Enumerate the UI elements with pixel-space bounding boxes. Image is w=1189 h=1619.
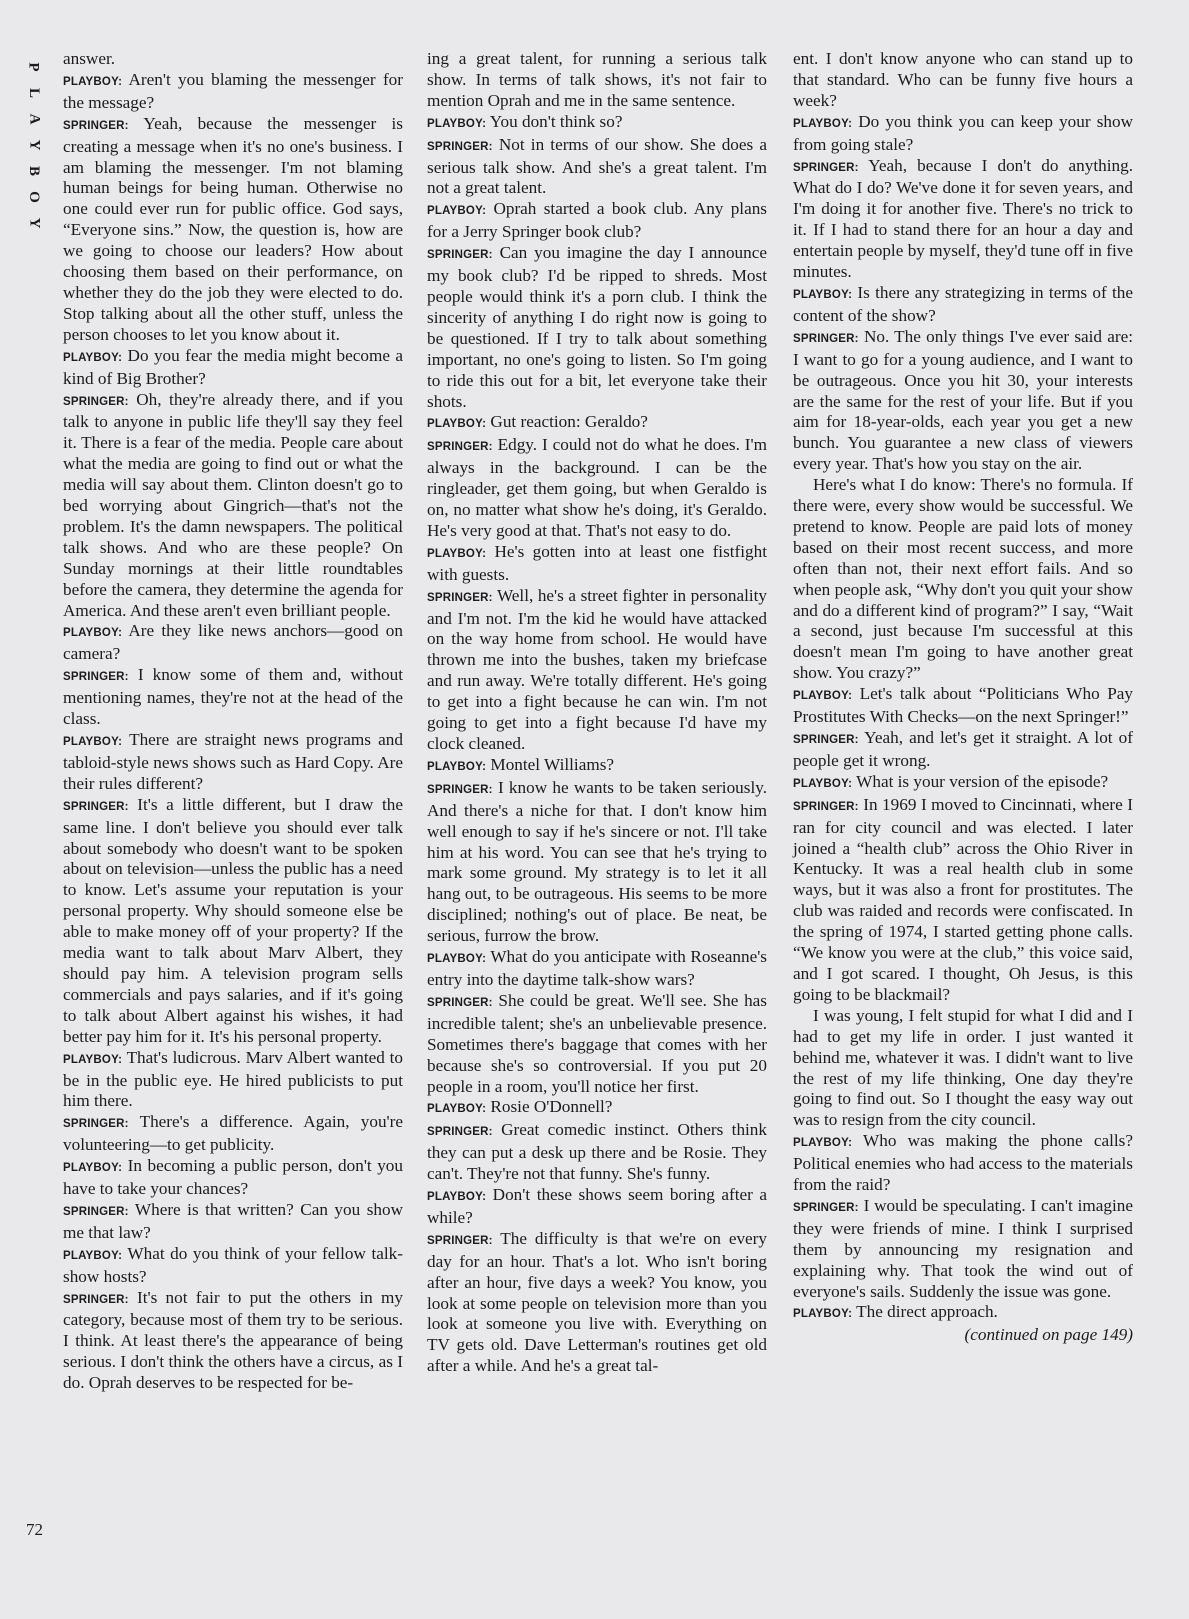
paragraph-text: Rosie O'Donnell? <box>490 1097 613 1117</box>
paragraph-text: Oprah started a book club. Any plans for a Jerry Springer book club? <box>427 199 767 242</box>
interview-paragraph <box>793 1131 1133 1196</box>
speaker-label: SPRINGER: <box>63 671 129 684</box>
interview-paragraph <box>427 1097 767 1120</box>
paragraph-text: He's gotten into at least one fistfight with guests. <box>427 541 768 584</box>
interview-paragraph <box>793 475 1133 684</box>
speaker-label: PLAYBOY: <box>427 1103 487 1116</box>
speaker-label: SPRINGER: <box>63 1293 129 1306</box>
paragraph-text: No. The only things I've ever said are: I want to go for a young audience, and I want to be outrageous. Once you hit 30, your interests are the same for the rest of your life. But if you aim for 18-year-olds, each year you get a new bunch. You guarantee a new class of viewers every year. That's how you stay on the air. <box>793 326 1133 474</box>
interview-paragraph <box>63 1112 403 1156</box>
speaker-label: PLAYBOY: <box>63 1162 123 1175</box>
paragraph-text: In becoming a public person, don't you have to take your chances? <box>63 1156 403 1199</box>
paragraph-text: Are they like news anchors—good on camera? <box>63 621 403 664</box>
paragraph-text: There's a difference. Again, you're volunteering—to get publicity. <box>63 1112 403 1155</box>
speaker-label: PLAYBOY: <box>427 205 487 218</box>
interview-paragraph <box>793 156 1133 283</box>
speaker-label: SPRINGER: <box>427 1126 493 1139</box>
paragraph-text: I would be speculating. I can't imagine they were friends of mine. I think I surprised them by announcing my resignation and explaining why. That took the wind out of everyone's sails. Suddenly the issue was gone. <box>793 1195 1133 1301</box>
speaker-label: PLAYBOY: <box>427 117 487 130</box>
paragraph-text: answer. <box>63 49 116 68</box>
paragraph-text: Let's talk about “Politicians Who Pay Prostitutes With Checks—on the next Springer!” <box>793 684 1133 727</box>
interview-paragraph <box>427 778 767 947</box>
interview-paragraph <box>793 1006 1133 1131</box>
paragraph-text: ing a great talent, for running a serious talk show. In terms of talk shows, it's not fair to mention Oprah and me in the same sentence. <box>427 49 767 110</box>
interview-paragraph <box>427 542 767 586</box>
paragraph-text: Yeah, because I don't do anything. What do I do? We've done it for seven years, and I'm doing it for another five. There's no trick to it. If I had to stand there for an hour a day and entertain people by myself, they'd tune off in five minutes. <box>793 155 1133 282</box>
interview-paragraph <box>427 991 767 1098</box>
speaker-label: SPRINGER: <box>793 332 859 345</box>
interview-paragraph <box>427 947 767 991</box>
logo-letter: Y <box>26 217 42 229</box>
speaker-label: SPRINGER: <box>793 1201 859 1214</box>
interview-paragraph <box>63 795 403 1048</box>
interview-paragraph <box>793 327 1133 475</box>
interview-paragraph <box>63 70 403 114</box>
speaker-label: PLAYBOY: <box>793 690 853 703</box>
text-column-3 <box>793 49 1133 1346</box>
speaker-label: PLAYBOY: <box>63 736 123 748</box>
speaker-label: PLAYBOY: <box>427 760 487 773</box>
paragraph-text: The difficulty is that we're on every day for an hour. That's a lot. Who isn't boring after an hour, five days a week? You know, you look at some people on television more than you look at someone you live with. Everything on TV gets old. Dave Letterman's routines get old after a while. And he's a great tal- <box>427 1228 767 1376</box>
interview-paragraph <box>793 112 1133 156</box>
speaker-label: PLAYBOY: <box>427 953 487 966</box>
paragraph-text: I was young, I felt stupid for what I did and I had to get my life in order. I just wanted it behind me, whatever it was. I didn't want to live the rest of my life thinking, One day they're going to find out. So I thought the easy way out was to resign from the city council. <box>793 1005 1133 1130</box>
speaker-label: PLAYBOY: <box>427 418 487 431</box>
interview-paragraph <box>793 1196 1133 1303</box>
paragraph-text: Great comedic instinct. Others think they can put a desk up there and be Rosie. They can't. They're not that funny. She's funny. <box>427 1120 767 1184</box>
paragraph-text: Aren't you blaming the messenger for the message? <box>63 69 403 112</box>
interview-paragraph <box>63 390 403 622</box>
speaker-label: SPRINGER: <box>793 734 859 746</box>
speaker-label: SPRINGER: <box>793 800 859 813</box>
speaker-label: SPRINGER: <box>63 1118 129 1131</box>
interview-paragraph <box>63 730 403 795</box>
speaker-label: SPRINGER: <box>427 783 493 796</box>
speaker-label: PLAYBOY: <box>793 1137 853 1150</box>
paragraph-text: Do you think you can keep your show from going stale? <box>793 111 1133 154</box>
logo-letter: O <box>25 191 42 203</box>
paragraph-text: Gut reaction: Geraldo? <box>490 412 648 432</box>
text-column-1 <box>63 49 403 1394</box>
paragraph-text: There are straight news programs and tabloid-style news shows such as Hard Copy. Are their rules different? <box>63 730 403 793</box>
magazine-logo-vertical <box>24 58 44 240</box>
speaker-label: SPRINGER: <box>63 395 129 408</box>
logo-letter: B <box>25 165 42 177</box>
speaker-label: PLAYBOY: <box>63 1053 123 1066</box>
speaker-label: SPRINGER: <box>63 119 129 132</box>
continued-note: (continued on page 149) <box>964 1325 1133 1345</box>
paragraph-text: She could be great. We'll see. She has incredible talent; she's an unbelievable presence. Sometimes there's baggage that comes with her because she's so controversial. If you put 20 people in a room, you'll notice her first. <box>427 990 767 1096</box>
logo-letter: Y <box>26 139 42 151</box>
interview-paragraph <box>427 412 767 435</box>
paragraph-text: ent. I don't know anyone who can stand up to that standard. Who can be funny five hours a week? <box>793 49 1133 110</box>
interview-paragraph <box>427 243 767 412</box>
interview-paragraph <box>793 772 1133 795</box>
interview-paragraph <box>793 49 1133 112</box>
interview-paragraph <box>63 1244 403 1288</box>
interview-paragraph <box>427 1229 767 1377</box>
paragraph-text: Is there any strategizing in terms of the content of the show? <box>793 282 1133 325</box>
interview-paragraph <box>427 755 767 778</box>
interview-paragraph <box>793 795 1133 1006</box>
interview-paragraph <box>793 684 1133 728</box>
interview-paragraph <box>793 1302 1133 1325</box>
logo-letter: L <box>25 87 42 99</box>
interview-paragraph <box>63 621 403 665</box>
interview-paragraph <box>427 1120 767 1185</box>
interview-paragraph <box>63 1156 403 1200</box>
paragraph-text: It's a little different, but I draw the same line. I don't believe you should ever talk about somebody who doesn't want to be spoken about on television—unless the public has a need to know. Let's assume your reputation is your personal property. Why should someone else be able to make money off of your property? If the media want to talk about Marv Albert, they should pay him. A television program sells commercials and pays salaries, and if it's going to talk about Albert against his wishes, it had better pay him for it. It's his personal property. <box>63 794 403 1046</box>
speaker-label: PLAYBOY: <box>63 627 123 640</box>
speaker-label: SPRINGER: <box>427 441 493 454</box>
speaker-label: SPRINGER: <box>427 591 493 604</box>
speaker-label: SPRINGER: <box>793 161 859 174</box>
speaker-label: PLAYBOY: <box>63 75 123 88</box>
paragraph-text: I know he wants to be taken seriously. And there's a niche for that. I don't know him well enough to say if he's sincere or not. I'll take him at his word. You can see that he's trying to mark some ground. My strategy is to let it all hang out, to be outrageous. His seems to be more disciplined; nothing's out of place. Be neat, be serious, furrow the brow. <box>427 777 767 946</box>
paragraph-text: Oh, they're already there, and if you talk to anyone in public life they'll say they feel it. There is a fear of the media. People care about what the media are going to find out or what the media will say about them. Clinton doesn't go to bed worrying about Gingrich—that's not the problem. It's the damn newspapers. The political talk shows. And who are these people? On Sunday mornings at their little roundtables before the camera, they determine the agenda for America. And these aren't even brilliant people. <box>63 389 403 620</box>
interview-paragraph <box>793 728 1133 772</box>
paragraph-text: What do you anticipate with Roseanne's entry into the daytime talk-show wars? <box>427 947 767 989</box>
logo-letter: A <box>26 113 42 125</box>
paragraph-text: Who was making the phone calls? Political enemies who had access to the materials from the raid? <box>793 1131 1133 1195</box>
paragraph-text: It's not fair to put the others in my category, because most of them try to be serious. I think. At least there's the appearance of being serious. I don't think the others have a circus, as I do. Oprah deserves to be respected for be- <box>63 1287 403 1393</box>
paragraph-text: Do you fear the media might become a kind of Big Brother? <box>63 345 403 388</box>
speaker-label: PLAYBOY: <box>63 1249 123 1262</box>
paragraph-text: What is your version of the episode? <box>856 771 1109 791</box>
speaker-label: PLAYBOY: <box>793 1308 853 1321</box>
speaker-label: PLAYBOY: <box>63 351 123 364</box>
interview-paragraph <box>63 1048 403 1113</box>
speaker-label: PLAYBOY: <box>793 117 853 130</box>
page-number: 72 <box>26 1520 43 1539</box>
interview-paragraph <box>427 199 767 243</box>
paragraph-text: Can you imagine the day I announce my book club? I'd be ripped to shreds. Most people would think it's a porn club. I think the sincerity of anything I do right now is going to be questioned. If I try to talk about something important, no one's going to listen. So I'm going to ride this out for a bit, let everyone take their shots. <box>427 243 767 411</box>
speaker-label: PLAYBOY: <box>793 777 853 790</box>
interview-paragraph <box>427 586 767 755</box>
interview-paragraph <box>427 1185 767 1229</box>
interview-paragraph <box>427 49 767 112</box>
paragraph-text: Montel Williams? <box>490 754 615 774</box>
paragraph-text: In 1969 I moved to Cincinnati, where I ran for city council and was elected. I later joined a “health club” across the Ohio River in Kentucky. It was a real health club in some ways, but it was also a front for prostitutes. The club was raided and records were confiscated. In the spring of 1974, I started getting phone calls. “We know you were at the club,” this voice said, and I got scared. I thought, Oh Jesus, is this going to be blackmail? <box>793 794 1133 1004</box>
logo-letter: P <box>25 62 42 72</box>
speaker-label: SPRINGER: <box>63 1205 129 1218</box>
paragraph-text: Don't these shows seem boring after a while? <box>427 1185 768 1227</box>
interview-paragraph <box>63 346 403 390</box>
interview-paragraph <box>63 114 403 346</box>
interview-paragraph <box>427 112 767 135</box>
interview-paragraph <box>63 665 403 730</box>
interview-paragraph <box>63 49 403 70</box>
paragraph-text: You don't think so? <box>489 111 623 131</box>
speaker-label: PLAYBOY: <box>427 547 487 560</box>
interview-paragraph <box>427 435 767 542</box>
interview-paragraph <box>63 1200 403 1244</box>
paragraph-text: Well, he's a street fighter in personality and I'm not. I'm the kid he would have attacked on the way home from school. He would have thrown me into the bushes, taken my briefcase and run away. We're totally different. He's going to get into a fight because he can win. I'm not going to get into a fight because I'd have my clock cleaned. <box>427 585 767 753</box>
interview-paragraph <box>427 135 767 200</box>
paragraph-text: Yeah, and let's get it straight. A lot of people get it wrong. <box>793 728 1133 770</box>
paragraph-text: Edgy. I could not do what he does. I'm always in the background. I can be the ringleader, get them going, but when Geraldo is on, no matter what show he's doing, it's Geraldo. He's very good at that. That's not easy to do. <box>427 435 767 540</box>
paragraph-text: The direct approach. <box>856 1302 998 1322</box>
speaker-label: SPRINGER: <box>63 800 129 813</box>
speaker-label: PLAYBOY: <box>427 1191 487 1204</box>
paragraph-text: Yeah, because the messenger is creating a message when it's no one's business. I am blaming the messenger. I'm not blaming human beings for being human. Otherwise no one could ever run for public office. God says, “Everyone sins.” Now, the question is, how are we going to choose our leaders? How about choosing them based on their performance, on whether they do the job they were elected to do. Stop talking about all the other stuff, unless the person chooses to let you know about it. <box>63 113 403 344</box>
paragraph-text: That's ludicrous. Marv Albert wanted to be in the public eye. He hired publicists to put him there. <box>63 1047 403 1111</box>
paragraph-text: Here's what I do know: There's no formula. If there were, every show would be successful. We pretend to know. People are paid lots of money based on their most recent success, and more often than not, their next effort fails. And so when people ask, “Why don't you quit your show and do a different kind of program?” I say, “Wait a second, just because I'm successful at this doesn't mean I'm going to have another great show. You crazy?” <box>793 475 1133 683</box>
speaker-label: SPRINGER: <box>427 140 493 153</box>
speaker-label: PLAYBOY: <box>793 288 853 301</box>
paragraph-text: I know some of them and, without mentioning names, they're not at the head of the class. <box>63 665 404 729</box>
interview-paragraph <box>793 283 1133 327</box>
interview-paragraph <box>63 1288 403 1395</box>
speaker-label: SPRINGER: <box>427 996 493 1009</box>
paragraph-text: Not in terms of our show. She does a serious talk show. And she's a great talent. I'm not a great talent. <box>427 134 768 198</box>
speaker-label: SPRINGER: <box>427 249 493 262</box>
speaker-label: SPRINGER: <box>427 1234 493 1247</box>
paragraph-text: What do you think of your fellow talk-show hosts? <box>63 1243 403 1286</box>
paragraph-text: Where is that written? Can you show me that law? <box>63 1199 403 1242</box>
text-column-2 <box>427 49 767 1377</box>
